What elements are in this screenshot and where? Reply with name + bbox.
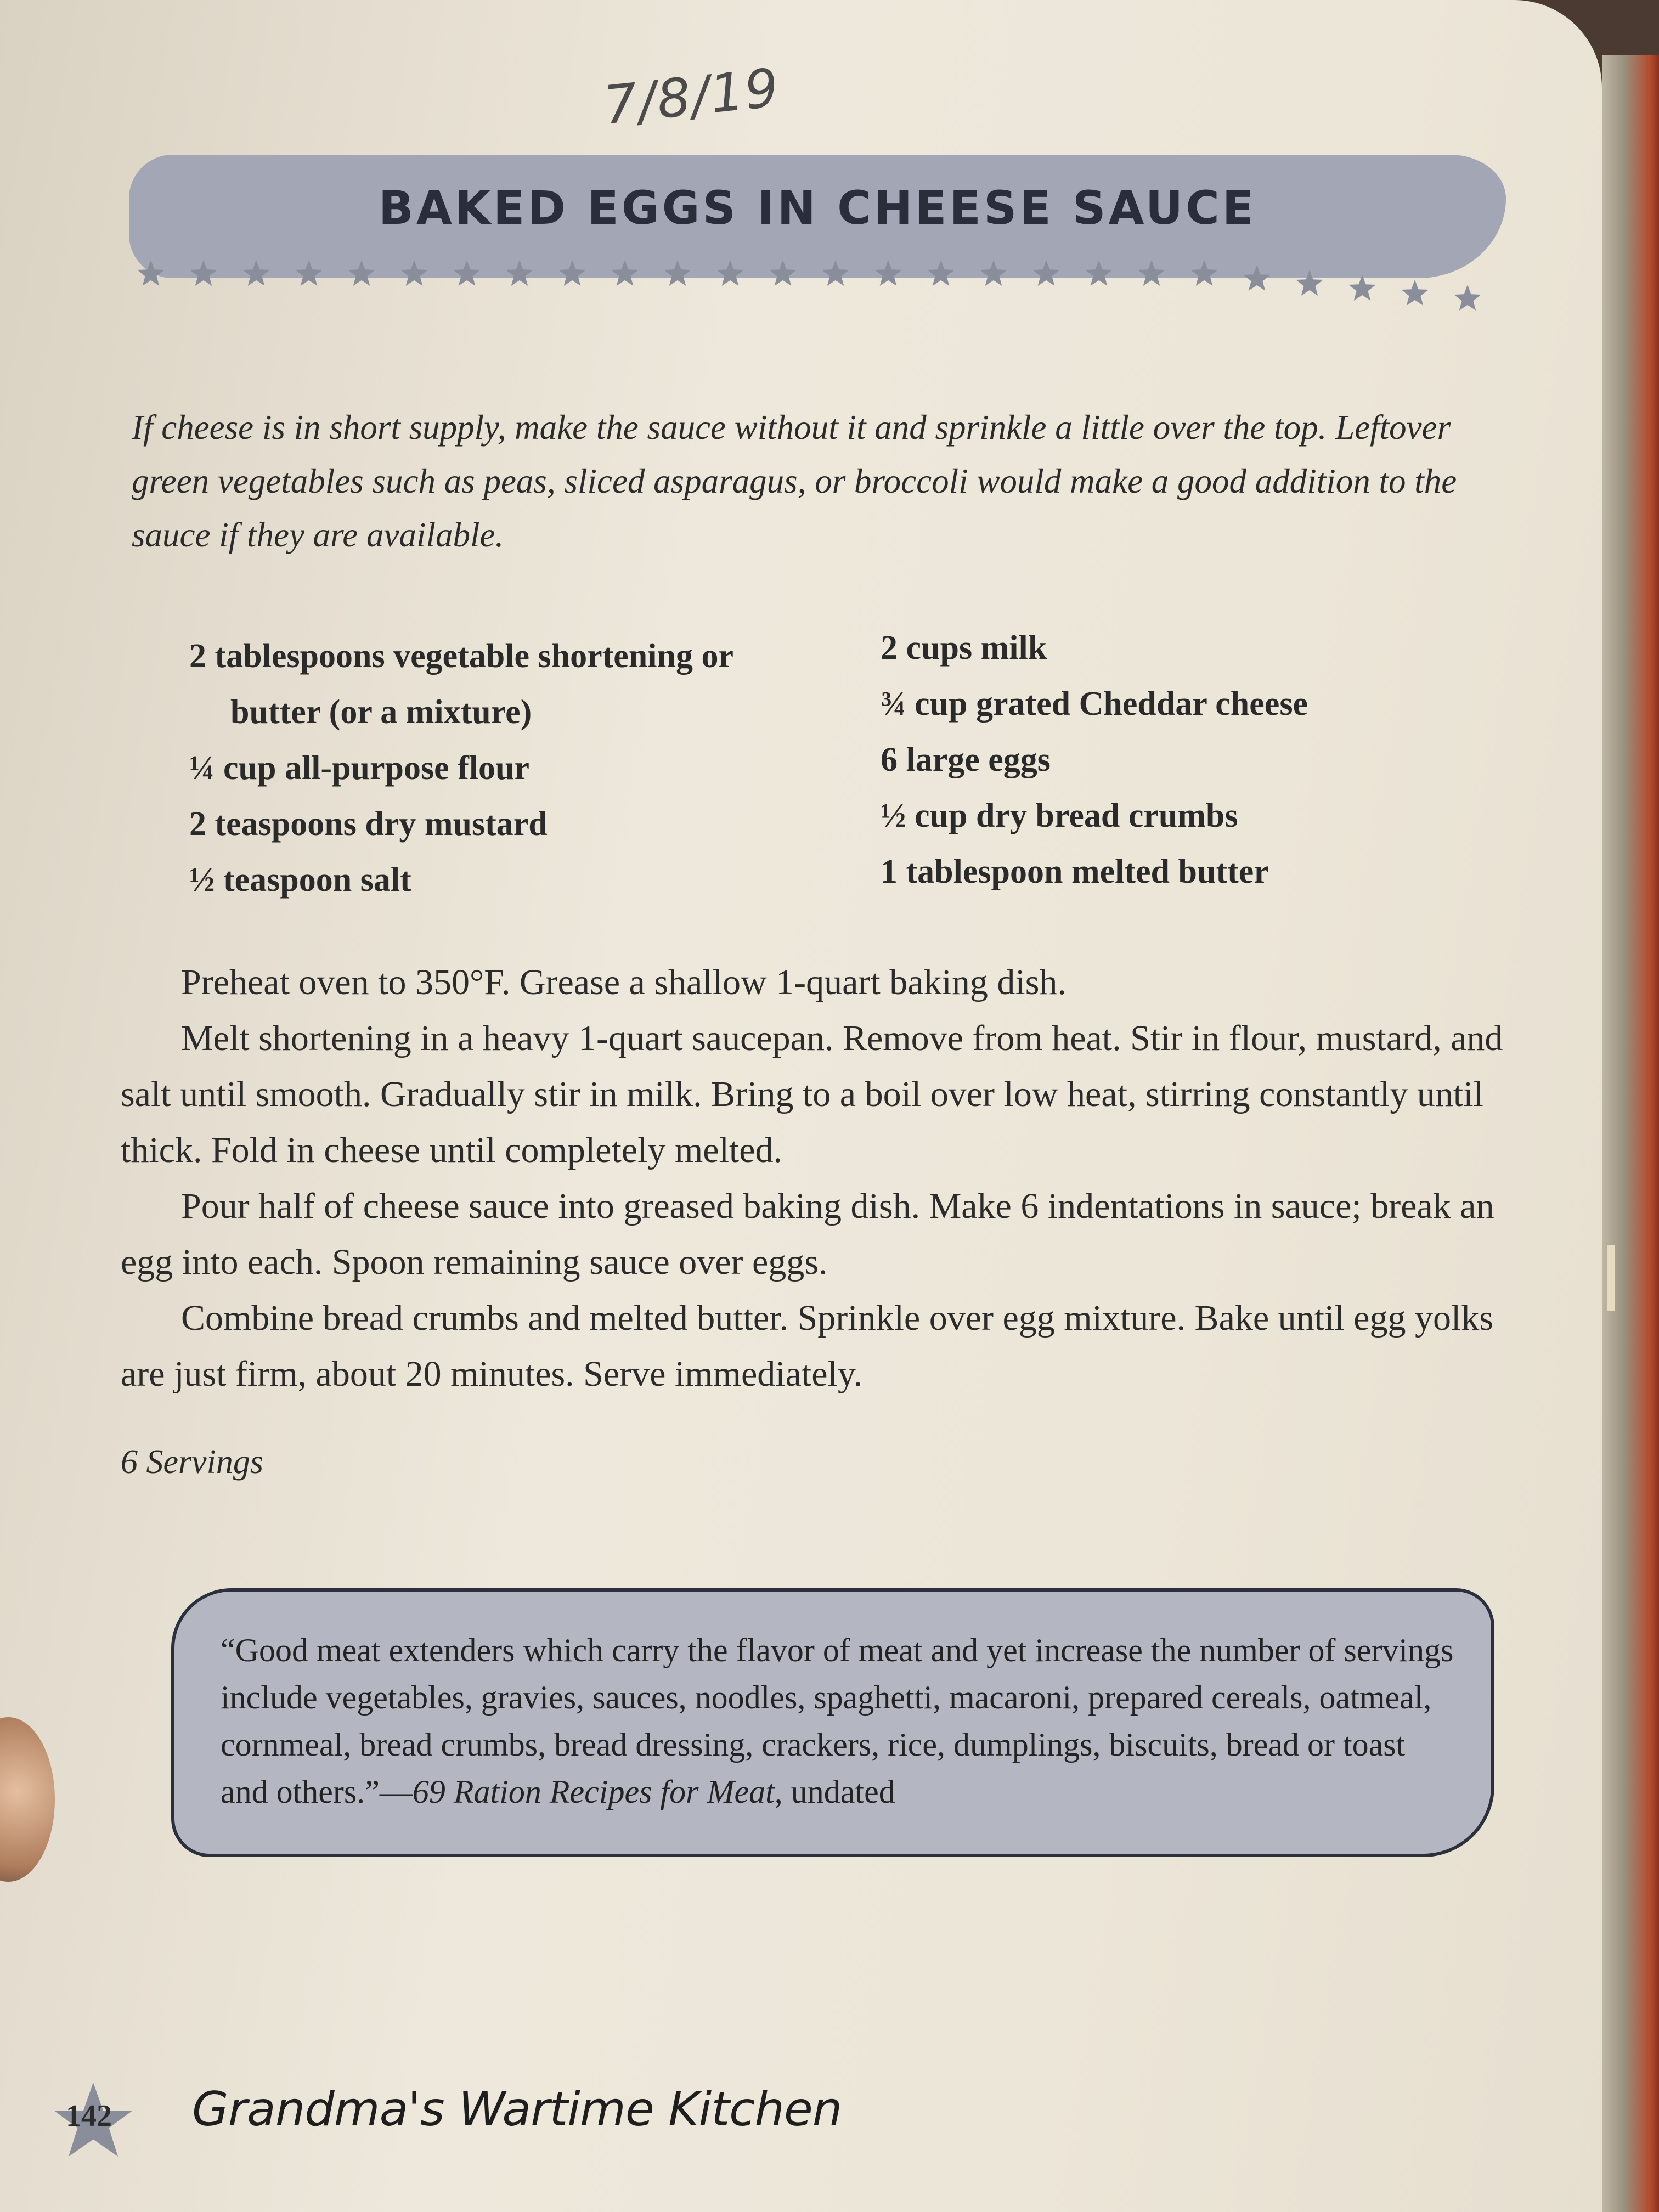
ingredients-right-column xyxy=(881,620,1539,900)
star-icon xyxy=(295,260,322,286)
star-icon xyxy=(1243,265,1270,291)
star-icon xyxy=(558,260,585,286)
star-icon xyxy=(137,260,164,286)
quote-source: 69 Ration Recipes for Meat xyxy=(412,1774,775,1810)
ingredient-item: 2 tablespoons vegetable shortening or xyxy=(189,637,733,675)
star-icon xyxy=(769,260,796,286)
star-icon xyxy=(874,260,901,286)
method-step: Melt shortening in a heavy 1-quart saucepan. Remove from heat. Stir in flour, mustard, and salt until smooth. Gradually stir in milk. Bring to a boil over low heat, stirring constantly until thick. Fold in cheese until completely melted. xyxy=(121,1018,1503,1170)
method-step: Pour half of cheese sauce into greased baking dish. Make 6 indentations in sauce; break an egg into each. Spoon remaining sauce over eggs. xyxy=(121,1186,1494,1282)
facing-page-edge xyxy=(1602,55,1659,2212)
ingredient-item: ½ teaspoon salt xyxy=(189,861,411,899)
star-icon xyxy=(716,260,743,286)
running-title: Grandma's Wartime Kitchen xyxy=(192,2082,842,2137)
star-icon xyxy=(611,260,638,286)
page-tab xyxy=(1607,1245,1615,1311)
quote-source-suffix: , undated xyxy=(774,1774,895,1810)
star-icon xyxy=(453,260,480,286)
ingredient-item: ½ cup dry bread crumbs xyxy=(881,797,1238,834)
star-icon xyxy=(1296,270,1323,296)
star-icon xyxy=(1138,260,1165,286)
ingredient-item: 2 cups milk xyxy=(881,629,1047,667)
star-icon xyxy=(506,260,533,286)
recipe-title: BAKED EGGS IN CHEESE SAUCE xyxy=(378,181,1257,235)
ingredient-item: 2 teaspoons dry mustard xyxy=(189,805,548,843)
quote-body: “Good meat extenders which carry the flavor of meat and yet increase the number of servings include vegetables, gravies, sauces, noodles, spaghetti, macaroni, prepared cereals, oatmeal, cornmeal, bread crumbs, bread dressing, crackers, rice, dumplings, biscuits, bread or toast and others.”— xyxy=(221,1632,1454,1810)
ingredients-left-column xyxy=(189,628,875,908)
method-steps xyxy=(121,955,1531,1402)
ingredient-item: 6 large eggs xyxy=(881,741,1051,778)
star-divider xyxy=(132,248,1514,336)
star-icon xyxy=(1401,280,1428,306)
star-icon xyxy=(927,260,954,286)
star-icon xyxy=(980,260,1007,286)
star-icon xyxy=(664,260,691,286)
star-icon xyxy=(1348,275,1375,301)
star-icon xyxy=(190,260,217,286)
ingredient-item: ¾ cup grated Cheddar cheese xyxy=(881,685,1308,723)
method-step: Preheat oven to 350°F. Grease a shallow 1-quart baking dish. xyxy=(181,962,1066,1002)
ingredient-item: butter (or a mixture) xyxy=(230,693,532,731)
servings: 6 Servings xyxy=(121,1443,264,1481)
star-icon xyxy=(242,260,269,286)
page-number: 142 xyxy=(66,2099,112,2133)
star-icon xyxy=(822,260,849,286)
quote-text xyxy=(221,1627,1460,1815)
handwritten-date: 7/8/19 xyxy=(601,57,782,137)
recipe-intro: If cheese is in short supply, make the sauce without it and sprinkle a little over the top. Leftover green vegetables such as peas, sliced asparagus, or broccoli would make a good addition to the sauce if they are available. xyxy=(132,408,1457,554)
star-icon xyxy=(1032,260,1059,286)
ingredient-item: 1 tablespoon melted butter xyxy=(881,853,1269,890)
star-icon xyxy=(348,260,375,286)
star-icon xyxy=(400,260,427,286)
star-icon xyxy=(1085,260,1112,286)
ingredient-item: ¼ cup all-purpose flour xyxy=(189,749,530,787)
star-icon xyxy=(1454,285,1481,311)
method-step: Combine bread crumbs and melted butter. Sprinkle over egg mixture. Bake until egg yolks are just firm, about 20 minutes. Serve immediately. xyxy=(121,1298,1493,1394)
star-icon xyxy=(1190,260,1217,286)
